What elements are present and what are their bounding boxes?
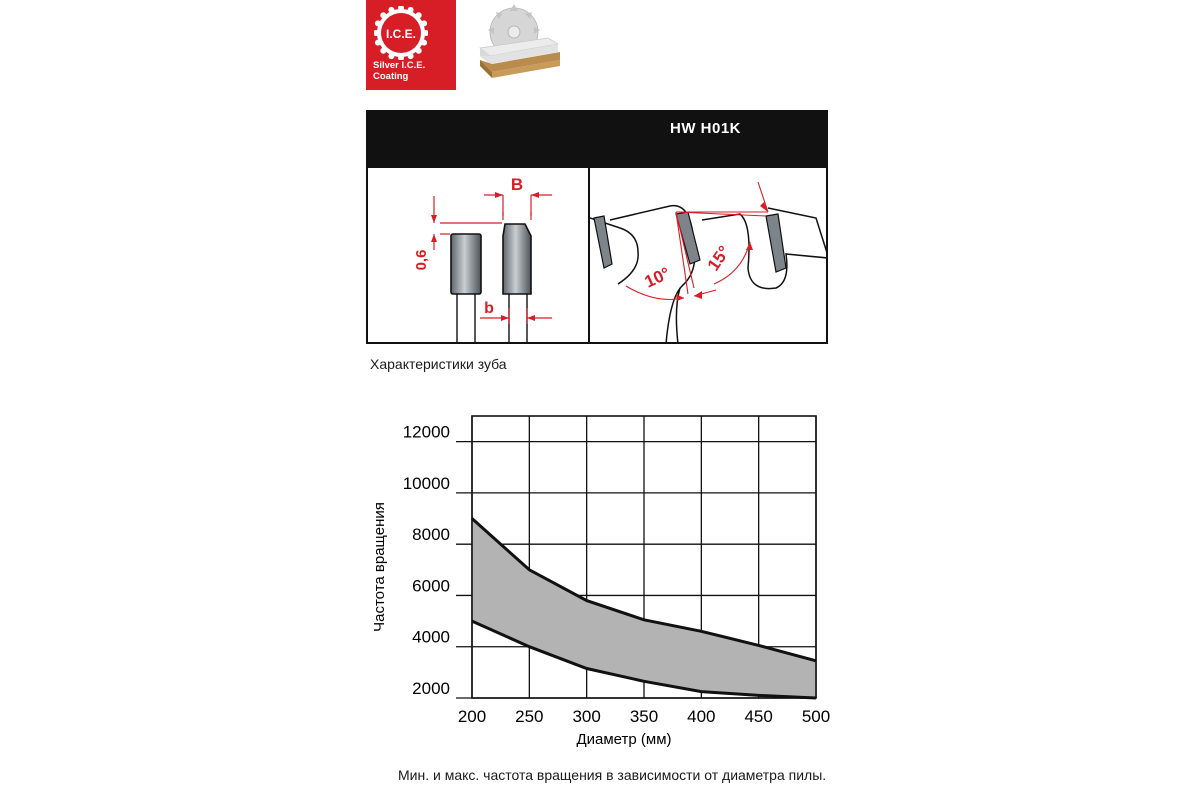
ice-seal-icon — [374, 6, 428, 60]
width-b-label: b — [484, 300, 494, 317]
chart-caption: Мин. и макс. частота вращения в зависимости от диаметра пилы. — [398, 767, 827, 783]
x-tick-400: 400 — [687, 707, 716, 726]
x-tick-450: 450 — [744, 707, 773, 726]
width-B-label: B — [510, 175, 524, 194]
blade-angle-drawing — [590, 168, 826, 344]
x-tick-300: 300 — [572, 707, 601, 726]
x-tick-500: 500 — [801, 707, 831, 726]
chamfered-tooth — [503, 224, 531, 294]
logo-caption — [373, 60, 425, 82]
y-tick-2000: 2000 — [412, 679, 450, 698]
y-tick-8000: 8000 — [412, 525, 450, 545]
y-tick-4000: 4000 — [412, 627, 450, 647]
tooth-caption: Характеристики зуба — [370, 356, 507, 372]
angle-15-label: 15° — [703, 242, 735, 275]
logo-caption-line1: Silver I.C.E. — [373, 60, 426, 71]
offset-label: 0,6 — [413, 249, 430, 271]
y-tick-12000: 12000 — [402, 422, 450, 442]
x-tick-200: 200 — [457, 707, 487, 726]
x-axis-label: Диаметр (мм) — [576, 731, 672, 748]
logo-caption-line2: Coating — [373, 71, 409, 82]
tooth-profile-title: HW H01K — [670, 120, 742, 137]
y-tick-10000: 10000 — [402, 473, 450, 493]
tooth-geometry-drawing — [368, 168, 588, 344]
flat-tooth — [451, 234, 481, 294]
rotation-speed-chart — [360, 410, 840, 750]
y-tick-labels — [403, 423, 450, 698]
saw-cutting-illustration — [474, 2, 564, 88]
y-axis-label: Частота вращения — [371, 502, 388, 632]
angle-10-label: 10° — [641, 263, 673, 292]
x-tick-labels — [458, 707, 830, 726]
tooth-characteristics-panel — [366, 110, 828, 344]
ice-coating-logo — [366, 0, 456, 90]
seal-text: I.C.E. — [385, 27, 417, 41]
tooth-header-bar — [368, 112, 826, 168]
tooth-right — [766, 214, 786, 272]
y-tick-6000: 6000 — [412, 576, 450, 596]
x-tick-350: 350 — [629, 707, 659, 726]
x-tick-250: 250 — [515, 707, 544, 726]
